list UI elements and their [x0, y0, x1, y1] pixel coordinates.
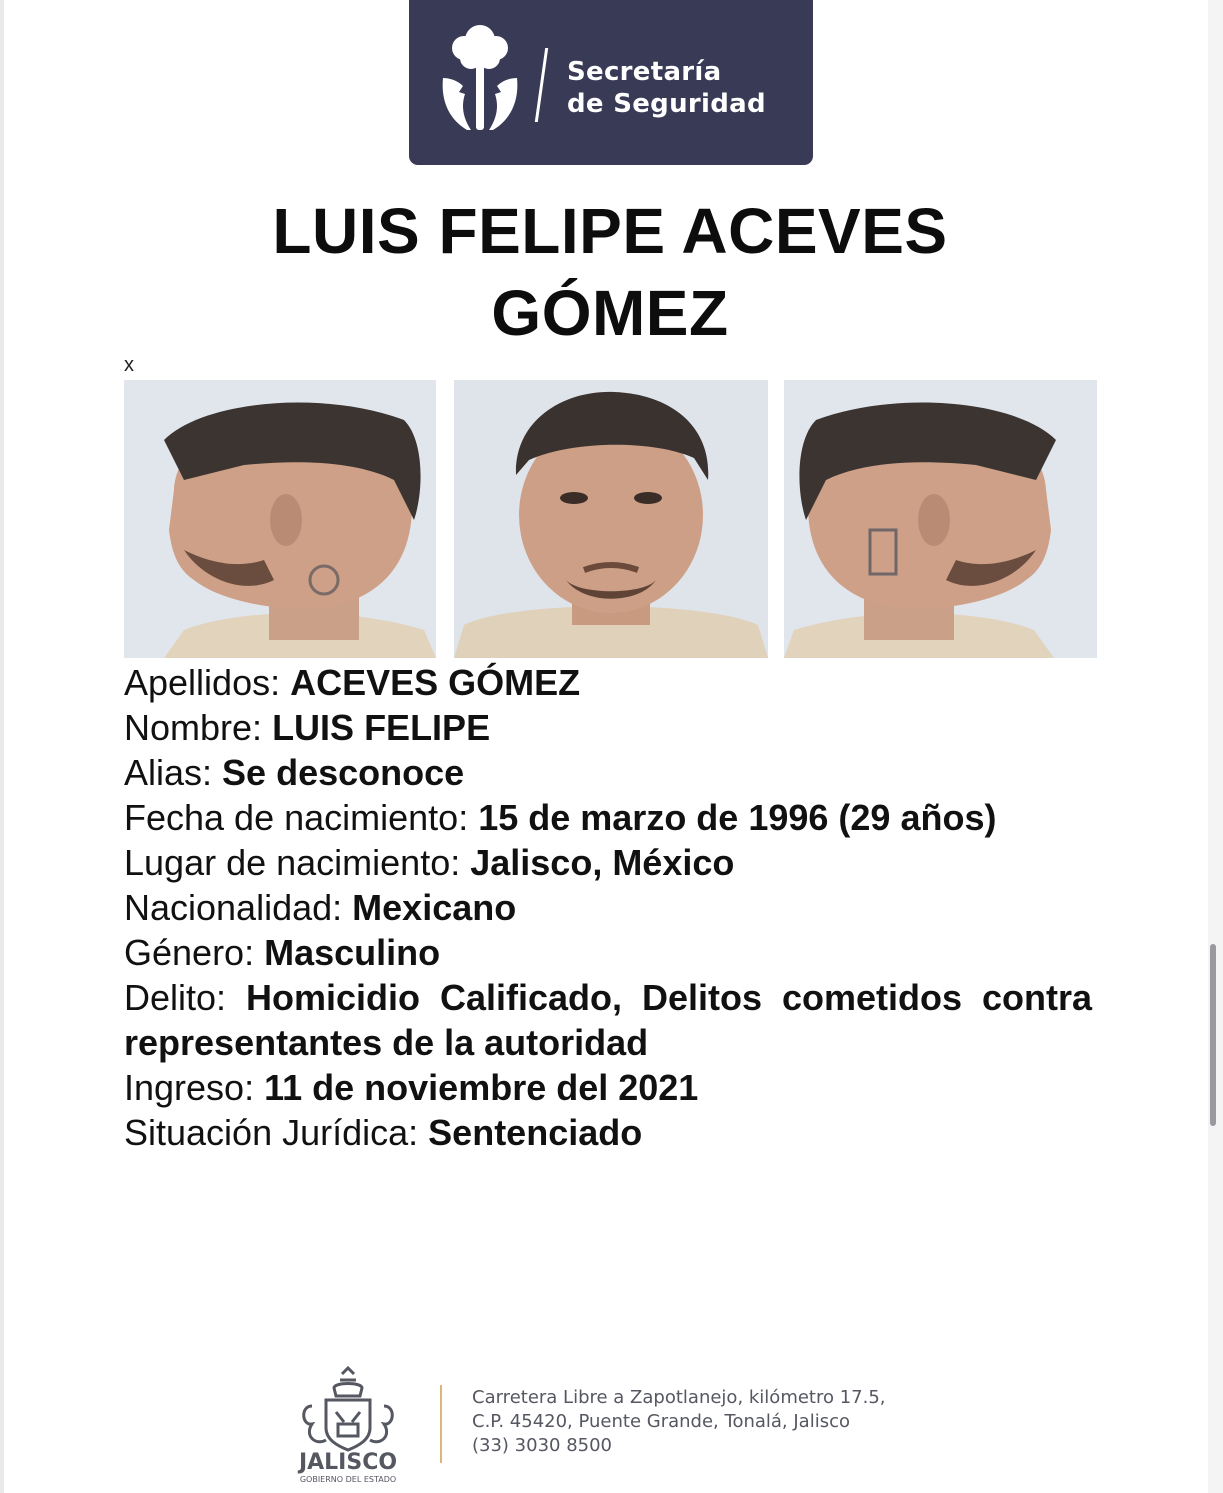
- detail-value: Sentenciado: [428, 1112, 643, 1153]
- detail-situacion-juridica: [124, 1110, 1092, 1155]
- mugshot-left-profile: [124, 380, 436, 658]
- scrollbar-thumb[interactable]: [1210, 944, 1216, 1126]
- detail-label: Ingreso:: [124, 1067, 255, 1108]
- header-banner: [409, 0, 813, 165]
- title-line1: LUIS FELIPE ACEVES: [272, 195, 948, 267]
- detail-value: LUIS FELIPE: [272, 707, 491, 748]
- detail-value: Se desconoce: [222, 752, 465, 793]
- detail-label: Fecha de nacimiento:: [124, 797, 469, 838]
- detail-delito: [124, 975, 1092, 1065]
- detail-ingreso: [124, 1065, 1092, 1110]
- footer-logo-sub: GOBIERNO DEL ESTADO: [299, 1475, 397, 1484]
- agency-name-line1: Secretaría: [567, 57, 722, 87]
- footer-phone: (33) 3030 8500: [472, 1435, 613, 1456]
- mugshot-right-profile-image: [784, 380, 1097, 658]
- footer-logo-name: JALISCO: [298, 1450, 398, 1475]
- details-list: [124, 660, 1092, 1155]
- jalisco-coat-of-arms-icon: [282, 1366, 414, 1486]
- detail-fecha-nacimiento: [124, 795, 1092, 840]
- detail-label: Situación Jurídica:: [124, 1112, 419, 1153]
- page-title: [120, 190, 1100, 354]
- title-line2: GÓMEZ: [491, 277, 729, 349]
- detail-apellidos: [124, 660, 1092, 705]
- detail-label: Nombre:: [124, 707, 263, 748]
- mugshot-front: [454, 380, 768, 658]
- detail-value: ACEVES GÓMEZ: [290, 662, 581, 703]
- mugshot-left-profile-image: [124, 380, 436, 658]
- agency-name-line2: de Seguridad: [567, 89, 766, 119]
- detail-value: 15 de marzo de 1996 (29 años): [478, 797, 997, 838]
- detail-nombre: [124, 705, 1092, 750]
- footer-address-line1: Carretera Libre a Zapotlanejo, kilómetro 17.5,: [472, 1387, 886, 1408]
- detail-label: Delito:: [124, 977, 227, 1018]
- detail-label: Lugar de nacimiento:: [124, 842, 461, 883]
- page-edge: [0, 0, 4, 1493]
- tree-faces-logo-icon: [437, 22, 523, 134]
- detail-alias: [124, 750, 1092, 795]
- detail-value: Masculino: [264, 932, 441, 973]
- scrollbar-track[interactable]: [1208, 0, 1223, 1493]
- detail-genero: [124, 930, 1092, 975]
- detail-lugar-nacimiento: [124, 840, 1092, 885]
- detail-label: Apellidos:: [124, 662, 281, 703]
- footer-divider: [440, 1385, 442, 1463]
- footer-address-line2: C.P. 45420, Puente Grande, Tonalá, Jalisco: [472, 1411, 850, 1432]
- mugshot-front-image: [454, 380, 768, 658]
- stray-mark: x: [124, 354, 134, 376]
- agency-name: [567, 56, 807, 120]
- mugshot-right-profile: [784, 380, 1097, 658]
- detail-nacionalidad: [124, 885, 1092, 930]
- detail-label: Género:: [124, 932, 255, 973]
- detail-label: Nacionalidad:: [124, 887, 343, 928]
- detail-value: Mexicano: [352, 887, 517, 928]
- detail-label: Alias:: [124, 752, 213, 793]
- detail-value: Jalisco, México: [470, 842, 735, 883]
- footer-address: [472, 1386, 992, 1458]
- banner-divider: [535, 48, 548, 122]
- detail-value: 11 de noviembre del 2021: [264, 1067, 699, 1108]
- detail-value: Homicidio Calificado, Delitos cometidos contra representantes de la autoridad: [124, 977, 1092, 1063]
